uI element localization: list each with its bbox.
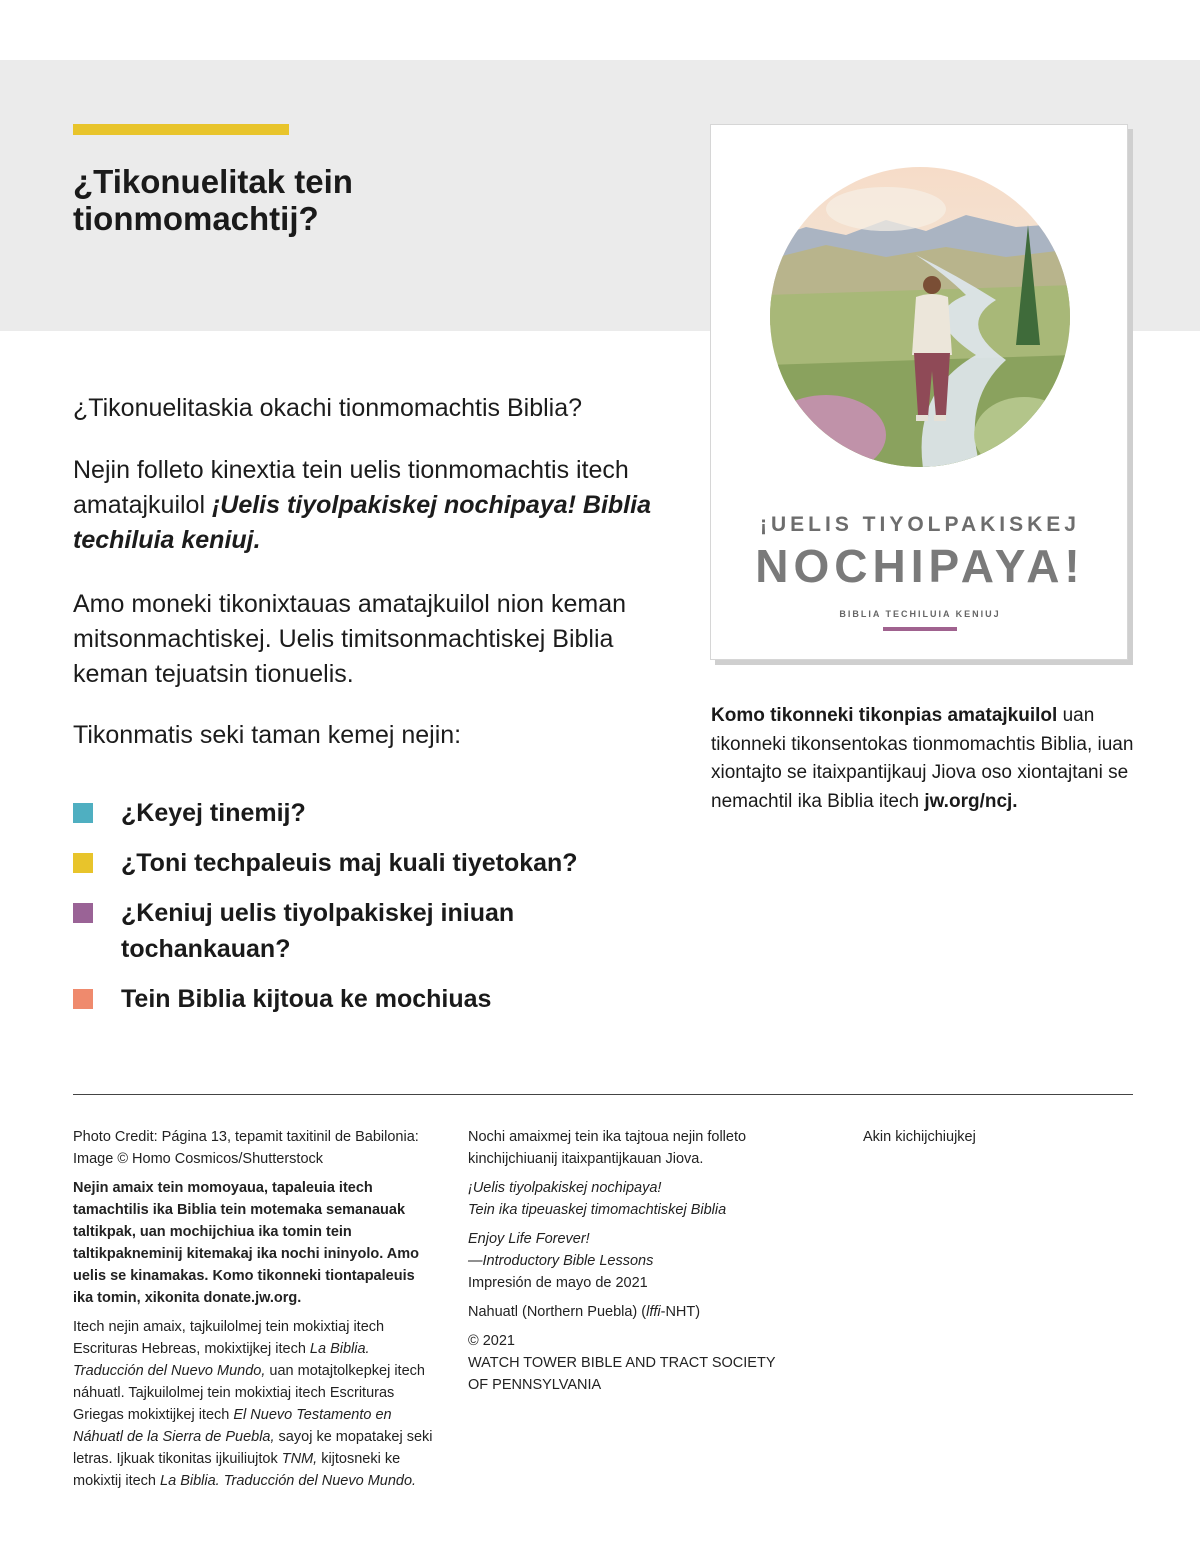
- request-note: [711, 702, 1141, 816]
- purple-square-icon: [73, 903, 93, 923]
- publisher-name: OF PENNSYLVANIA: [468, 1377, 602, 1393]
- publisher-name: WATCH TOWER BIBLE AND TRACT SOCIETY: [468, 1355, 776, 1371]
- topic-label: ¿Keyej tinemij?: [121, 799, 306, 827]
- list-item: [73, 845, 673, 881]
- bible-title: El Nuevo Testamento en Náhuatl de la Sierra de Puebla,: [73, 1407, 392, 1445]
- local-title-line: Tein ika tipeuaskej timomachtiskej Biblia: [468, 1202, 727, 1218]
- footer-column-3: [863, 1126, 1143, 1155]
- brochure-cover: [710, 124, 1128, 660]
- cover-divider: [883, 627, 957, 631]
- scripture-text: Itech nejin amaix, tajkuilolmej tein mokixtiaj itech Escrituras Hebreas, mokixtijkej itech: [73, 1319, 385, 1357]
- footer-column-2: [468, 1126, 808, 1403]
- request-note-text: uan tikonneki tikonsentokas tionmomachtis Biblia, iuan xiontajto se itaixpantijkauj Jiova oso xiontajtani se nemachtil ika Biblia itech: [711, 705, 1134, 812]
- photo-credit: Photo Credit: Página 13, tepamit taxitinil de Babilonia: Image © Homo Cosmicos/Shutterstock: [73, 1129, 419, 1167]
- scripture-notice: [73, 1316, 433, 1492]
- intro-question: ¿Tikonuelitaskia okachi tionmomachtis Biblia?: [73, 394, 583, 422]
- cover-title-line-1: ¡UELIS TIYOLPAKISKEJ: [760, 513, 1080, 536]
- accent-bar: [73, 124, 289, 135]
- copyright: [468, 1330, 808, 1396]
- cover-subtitle: BIBLIA TECHILUIA KENIUJ: [839, 609, 1001, 619]
- yellow-square-icon: [73, 853, 93, 873]
- english-title-line: —Introductory Bible Lessons: [468, 1253, 654, 1269]
- scripture-text: sayoj ke mopatakej seki letras. Ijkuak tikonitas ijkuiliujtok: [73, 1429, 433, 1467]
- request-note-lead: Komo tikonneki tikonpias amatajkuilol: [711, 705, 1058, 726]
- list-item: [73, 895, 673, 967]
- cover-title-line-2: NOCHIPAYA!: [755, 540, 1085, 592]
- brochure-title-inline: ¡Uelis tiyolpakiskej nochipaya! Biblia techiluia keniuj.: [73, 491, 651, 554]
- scripture-text: kijtosneki ke mokixtij itech: [73, 1451, 401, 1489]
- footer-column-1: [73, 1126, 433, 1499]
- printing-date: Impresión de mayo de 2021: [468, 1275, 648, 1291]
- language-code: [468, 1301, 808, 1323]
- publisher-notice: Nochi amaixmej tein ika tajtoua nejin folleto kinchijchiuanij itaixpantijkauan Jiova.: [468, 1129, 747, 1167]
- intro-paragraph-text: Nejin folleto kinextia tein uelis tionmomachtis itech amatajkuilol: [73, 456, 629, 519]
- no-cost-paragraph: Amo moneki tikonixtauas amatajkuilol nion keman mitsonmachtiskej. Uelis timitsonmachtiskej Biblia keman tejuatsin tionuelis.: [73, 590, 627, 688]
- topic-list: [73, 795, 673, 1031]
- coral-square-icon: [73, 989, 93, 1009]
- english-title: [468, 1228, 808, 1294]
- intro-paragraph: [73, 453, 683, 558]
- teal-square-icon: [73, 803, 93, 823]
- bible-title: La Biblia. Traducción del Nuevo Mundo.: [160, 1473, 417, 1489]
- language-suffix: -NHT): [660, 1304, 701, 1320]
- made-by-label: Akin kichijchiujkej: [863, 1129, 976, 1145]
- title-line-1: ¿Tikonuelitak tein: [73, 163, 353, 200]
- language-name: Nahuatl (Northern Puebla) (: [468, 1304, 647, 1320]
- english-title-line: Enjoy Life Forever!: [468, 1231, 590, 1247]
- language-symbol: lffi: [646, 1304, 661, 1320]
- title-line-2: tionmomachtij?: [73, 200, 319, 237]
- local-title: [468, 1177, 808, 1221]
- footer-divider: [73, 1094, 1133, 1095]
- website-link[interactable]: jw.org/ncj.: [924, 790, 1018, 812]
- topic-label: Tein Biblia kijtoua ke mochiuas: [121, 985, 492, 1013]
- scripture-text: uan motajtolkepkej itech náhuatl. Tajkuilolmej tein mokixtiaj itech Escrituras Griegas mokixtijkej itech: [73, 1363, 425, 1423]
- page-title: [73, 163, 633, 237]
- cover-illustration: [766, 165, 1074, 485]
- topic-label: ¿Keniuj uelis tiyolpakiskej iniuan tochankauan?: [121, 899, 515, 963]
- donation-notice: Nejin amaix tein momoyaua, tapaleuia itech tamachtilis ika Biblia tein motemaka semanauak taltikpak, uan mochijchiua ika tomin tein taltikpakneminij kitemakaj ika nochi ininyolo. Amo uelis se kinamakas. Komo tikonneki tiontapaleuis ika tomin, xikonita donate.jw.org.: [73, 1180, 419, 1306]
- topics-intro: Tikonmatis seki taman kemej nejin:: [73, 721, 462, 749]
- local-title-line: ¡Uelis tiyolpakiskej nochipaya!: [468, 1180, 662, 1196]
- copyright-year: © 2021: [468, 1333, 515, 1349]
- bible-title: La Biblia. Traducción del Nuevo Mundo,: [73, 1341, 370, 1379]
- abbreviation: TNM,: [281, 1451, 318, 1467]
- topic-label: ¿Toni techpaleuis maj kuali tiyetokan?: [121, 849, 578, 877]
- list-item: [73, 981, 673, 1017]
- list-item: [73, 795, 673, 831]
